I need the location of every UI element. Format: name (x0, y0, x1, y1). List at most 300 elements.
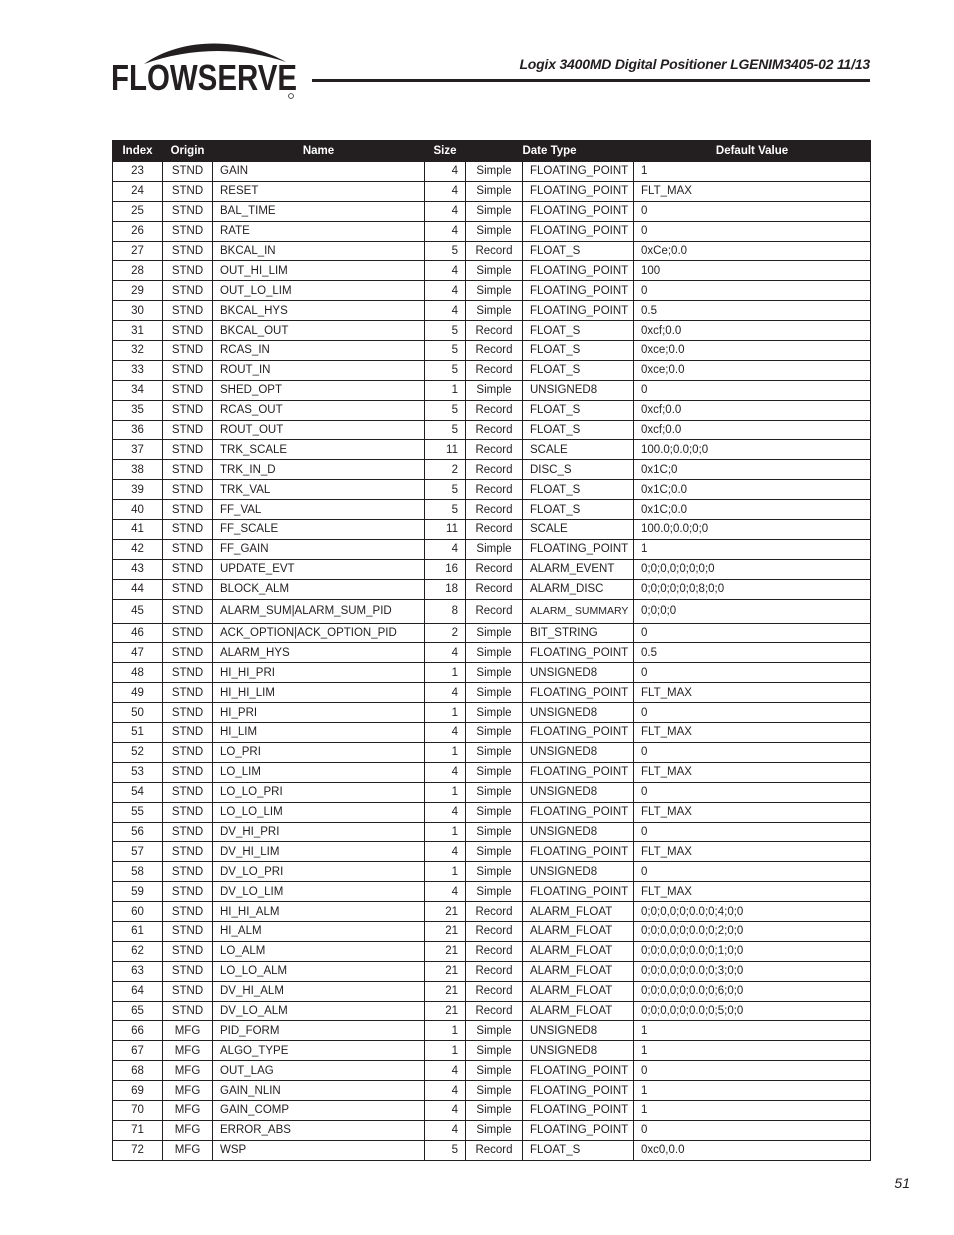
cell-origin: STND (163, 882, 213, 902)
cell-name: ALARM_SUM|ALARM_SUM_PID (213, 599, 425, 623)
cell-name: LO_LO_PRI (213, 782, 425, 802)
cell-index: 34 (113, 380, 163, 400)
cell-size: 5 (425, 500, 466, 520)
cell-size: 21 (425, 961, 466, 981)
cell-index: 36 (113, 420, 163, 440)
column-header-data-type: Date Type (466, 141, 634, 162)
cell-index: 29 (113, 281, 163, 301)
cell-default-value: FLT_MAX (634, 762, 871, 782)
cell-default-value: 0xce;0.0 (634, 341, 871, 361)
cell-name: OUT_LO_LIM (213, 281, 425, 301)
cell-data-type: UNSIGNED8 (523, 380, 634, 400)
cell-origin: STND (163, 842, 213, 862)
cell-size: 4 (425, 802, 466, 822)
cell-size: 5 (425, 321, 466, 341)
cell-origin: MFG (163, 1061, 213, 1081)
table-row (113, 1100, 871, 1120)
cell-default-value: 0;0;0,0;0;0.0;0;1;0;0 (634, 941, 871, 961)
cell-size: 21 (425, 941, 466, 961)
cell-origin: MFG (163, 1021, 213, 1041)
cell-data-type: FLOATING_POINT (523, 1120, 634, 1140)
cell-name: HI_ALM (213, 921, 425, 941)
cell-index: 67 (113, 1041, 163, 1061)
cell-storage-kind: Simple (466, 301, 523, 321)
cell-origin: STND (163, 643, 213, 663)
cell-origin: STND (163, 261, 213, 281)
cell-index: 44 (113, 579, 163, 599)
cell-data-type: DISC_S (523, 460, 634, 480)
cell-name: HI_HI_LIM (213, 683, 425, 703)
cell-origin: STND (163, 902, 213, 922)
document-title: Logix 3400MD Digital Positioner LGENIM3405-02 11/13 (519, 56, 870, 72)
cell-index: 57 (113, 842, 163, 862)
cell-origin: STND (163, 683, 213, 703)
cell-index: 35 (113, 400, 163, 420)
cell-storage-kind: Simple (466, 1120, 523, 1140)
cell-size: 1 (425, 703, 466, 723)
cell-origin: STND (163, 703, 213, 723)
cell-origin: STND (163, 221, 213, 241)
cell-index: 45 (113, 599, 163, 623)
flowserve-logo-graphic (110, 40, 302, 110)
cell-origin: STND (163, 742, 213, 762)
cell-index: 24 (113, 181, 163, 201)
cell-size: 4 (425, 1120, 466, 1140)
table-row (113, 440, 871, 460)
cell-index: 58 (113, 862, 163, 882)
cell-storage-kind: Simple (466, 1100, 523, 1120)
cell-index: 31 (113, 321, 163, 341)
cell-index: 43 (113, 559, 163, 579)
cell-default-value: 0 (634, 623, 871, 643)
cell-data-type: ALARM_ SUMMARY (523, 599, 634, 623)
cell-storage-kind: Record (466, 921, 523, 941)
cell-name: RCAS_IN (213, 341, 425, 361)
cell-storage-kind: Record (466, 400, 523, 420)
cell-origin: STND (163, 623, 213, 643)
column-header-origin: Origin (163, 141, 213, 162)
cell-index: 65 (113, 1001, 163, 1021)
cell-index: 39 (113, 480, 163, 500)
cell-default-value: 0xCe;0.0 (634, 241, 871, 261)
cell-origin: STND (163, 420, 213, 440)
cell-name: RATE (213, 221, 425, 241)
cell-origin: STND (163, 181, 213, 201)
table-row (113, 723, 871, 743)
cell-default-value: 0;0;0;0 (634, 599, 871, 623)
table-row (113, 842, 871, 862)
cell-size: 21 (425, 981, 466, 1001)
cell-data-type: FLOATING_POINT (523, 1061, 634, 1081)
cell-index: 68 (113, 1061, 163, 1081)
table-row (113, 400, 871, 420)
table-row (113, 882, 871, 902)
cell-data-type: UNSIGNED8 (523, 1041, 634, 1061)
cell-name: ACK_OPTION|ACK_OPTION_PID (213, 623, 425, 643)
cell-name: HI_HI_PRI (213, 663, 425, 683)
cell-size: 16 (425, 559, 466, 579)
cell-data-type: ALARM_FLOAT (523, 1001, 634, 1021)
cell-index: 71 (113, 1120, 163, 1140)
cell-default-value: FLT_MAX (634, 683, 871, 703)
table-row (113, 360, 871, 380)
cell-index: 53 (113, 762, 163, 782)
cell-storage-kind: Simple (466, 380, 523, 400)
cell-data-type: ALARM_FLOAT (523, 902, 634, 922)
cell-size: 4 (425, 1061, 466, 1081)
cell-origin: STND (163, 941, 213, 961)
cell-index: 37 (113, 440, 163, 460)
cell-storage-kind: Simple (466, 683, 523, 703)
cell-index: 55 (113, 802, 163, 822)
cell-storage-kind: Simple (466, 882, 523, 902)
cell-name: BLOCK_ALM (213, 579, 425, 599)
cell-data-type: ALARM_FLOAT (523, 941, 634, 961)
cell-data-type: FLOAT_S (523, 341, 634, 361)
header-rule (312, 79, 870, 82)
cell-origin: MFG (163, 1081, 213, 1101)
cell-data-type: FLOAT_S (523, 420, 634, 440)
table-row (113, 480, 871, 500)
cell-storage-kind: Record (466, 981, 523, 1001)
cell-default-value: 0x1C;0 (634, 460, 871, 480)
cell-name: ROUT_OUT (213, 420, 425, 440)
table-row (113, 802, 871, 822)
cell-name: LO_ALM (213, 941, 425, 961)
table-row (113, 221, 871, 241)
cell-data-type: FLOATING_POINT (523, 221, 634, 241)
cell-origin: STND (163, 400, 213, 420)
cell-storage-kind: Record (466, 360, 523, 380)
cell-name: LO_LO_LIM (213, 802, 425, 822)
cell-name: ALGO_TYPE (213, 1041, 425, 1061)
table-row (113, 1061, 871, 1081)
cell-storage-kind: Simple (466, 221, 523, 241)
cell-storage-kind: Record (466, 902, 523, 922)
cell-index: 40 (113, 500, 163, 520)
cell-name: GAIN (213, 162, 425, 182)
cell-origin: STND (163, 440, 213, 460)
cell-storage-kind: Record (466, 1140, 523, 1160)
cell-size: 5 (425, 420, 466, 440)
cell-size: 4 (425, 261, 466, 281)
cell-name: RCAS_OUT (213, 400, 425, 420)
cell-size: 2 (425, 460, 466, 480)
cell-origin: STND (163, 559, 213, 579)
cell-origin: MFG (163, 1120, 213, 1140)
table-row (113, 241, 871, 261)
cell-storage-kind: Record (466, 941, 523, 961)
table-row (113, 341, 871, 361)
cell-index: 32 (113, 341, 163, 361)
cell-default-value: 0 (634, 1061, 871, 1081)
cell-origin: STND (163, 520, 213, 540)
table-row (113, 321, 871, 341)
cell-origin: STND (163, 782, 213, 802)
cell-default-value: 0;0;0,0;0;0.0;0;2;0;0 (634, 921, 871, 941)
cell-origin: STND (163, 579, 213, 599)
table-row (113, 623, 871, 643)
cell-name: ALARM_HYS (213, 643, 425, 663)
cell-index: 41 (113, 520, 163, 540)
cell-default-value: 0 (634, 742, 871, 762)
cell-index: 51 (113, 723, 163, 743)
cell-default-value: 100.0;0.0;0;0 (634, 440, 871, 460)
cell-name: LO_LO_ALM (213, 961, 425, 981)
cell-size: 4 (425, 162, 466, 182)
cell-default-value: 0xcf;0.0 (634, 420, 871, 440)
cell-name: DV_LO_LIM (213, 882, 425, 902)
cell-data-type: UNSIGNED8 (523, 782, 634, 802)
cell-data-type: FLOATING_POINT (523, 723, 634, 743)
cell-name: FF_VAL (213, 500, 425, 520)
cell-data-type: FLOAT_S (523, 500, 634, 520)
cell-name: TRK_SCALE (213, 440, 425, 460)
cell-storage-kind: Simple (466, 539, 523, 559)
cell-data-type: ALARM_FLOAT (523, 961, 634, 981)
cell-index: 52 (113, 742, 163, 762)
cell-data-type: FLOAT_S (523, 1140, 634, 1160)
table-row (113, 181, 871, 201)
cell-storage-kind: Simple (466, 201, 523, 221)
cell-data-type: FLOATING_POINT (523, 301, 634, 321)
cell-data-type: BIT_STRING (523, 623, 634, 643)
cell-size: 4 (425, 683, 466, 703)
cell-size: 1 (425, 862, 466, 882)
table-row (113, 380, 871, 400)
cell-index: 69 (113, 1081, 163, 1101)
cell-storage-kind: Simple (466, 742, 523, 762)
cell-data-type: ALARM_DISC (523, 579, 634, 599)
cell-name: ERROR_ABS (213, 1120, 425, 1140)
table-row (113, 981, 871, 1001)
cell-default-value: 0 (634, 380, 871, 400)
cell-size: 5 (425, 400, 466, 420)
cell-size: 21 (425, 921, 466, 941)
cell-data-type: FLOATING_POINT (523, 281, 634, 301)
cell-storage-kind: Simple (466, 703, 523, 723)
cell-name: TRK_VAL (213, 480, 425, 500)
cell-name: HI_LIM (213, 723, 425, 743)
cell-storage-kind: Simple (466, 623, 523, 643)
table-row (113, 643, 871, 663)
cell-size: 4 (425, 762, 466, 782)
cell-storage-kind: Simple (466, 261, 523, 281)
cell-origin: STND (163, 921, 213, 941)
cell-origin: STND (163, 862, 213, 882)
cell-size: 2 (425, 623, 466, 643)
table-row (113, 539, 871, 559)
cell-origin: MFG (163, 1041, 213, 1061)
table-row (113, 281, 871, 301)
table-row (113, 1021, 871, 1041)
cell-default-value: 0 (634, 703, 871, 723)
cell-data-type: ALARM_FLOAT (523, 981, 634, 1001)
table-row (113, 1120, 871, 1140)
cell-origin: STND (163, 802, 213, 822)
table-row (113, 921, 871, 941)
cell-data-type: UNSIGNED8 (523, 862, 634, 882)
cell-storage-kind: Record (466, 961, 523, 981)
cell-size: 1 (425, 822, 466, 842)
cell-name: OUT_LAG (213, 1061, 425, 1081)
cell-index: 48 (113, 663, 163, 683)
cell-name: HI_HI_ALM (213, 902, 425, 922)
cell-storage-kind: Record (466, 241, 523, 261)
cell-size: 4 (425, 882, 466, 902)
table-row (113, 663, 871, 683)
cell-origin: STND (163, 241, 213, 261)
cell-size: 4 (425, 1100, 466, 1120)
cell-storage-kind: Simple (466, 162, 523, 182)
table-row (113, 201, 871, 221)
cell-name: BKCAL_HYS (213, 301, 425, 321)
cell-default-value: 0 (634, 782, 871, 802)
cell-name: DV_HI_ALM (213, 981, 425, 1001)
cell-index: 54 (113, 782, 163, 802)
cell-size: 4 (425, 301, 466, 321)
parameter-table (112, 140, 871, 1161)
cell-size: 21 (425, 1001, 466, 1021)
cell-storage-kind: Record (466, 341, 523, 361)
cell-default-value: 0x1C;0.0 (634, 480, 871, 500)
cell-origin: STND (163, 1001, 213, 1021)
cell-origin: STND (163, 762, 213, 782)
cell-origin: STND (163, 460, 213, 480)
cell-origin: STND (163, 301, 213, 321)
cell-size: 1 (425, 380, 466, 400)
cell-size: 4 (425, 842, 466, 862)
cell-default-value: 1 (634, 1081, 871, 1101)
cell-size: 4 (425, 281, 466, 301)
cell-storage-kind: Record (466, 500, 523, 520)
cell-storage-kind: Simple (466, 802, 523, 822)
cell-default-value: 0xcf;0.0 (634, 400, 871, 420)
cell-index: 38 (113, 460, 163, 480)
cell-default-value: 0;0;0,0;0;0.0;0;3;0;0 (634, 961, 871, 981)
cell-default-value: 0.5 (634, 643, 871, 663)
cell-index: 59 (113, 882, 163, 902)
cell-default-value: FLT_MAX (634, 842, 871, 862)
cell-default-value: 1 (634, 162, 871, 182)
cell-index: 60 (113, 902, 163, 922)
cell-origin: STND (163, 599, 213, 623)
cell-index: 42 (113, 539, 163, 559)
table-row (113, 742, 871, 762)
table-row (113, 1081, 871, 1101)
cell-data-type: UNSIGNED8 (523, 822, 634, 842)
cell-storage-kind: Simple (466, 1061, 523, 1081)
cell-index: 26 (113, 221, 163, 241)
cell-default-value: 0 (634, 221, 871, 241)
cell-data-type: FLOATING_POINT (523, 802, 634, 822)
cell-default-value: 100 (634, 261, 871, 281)
cell-data-type: UNSIGNED8 (523, 742, 634, 762)
table-row (113, 559, 871, 579)
cell-default-value: 0 (634, 201, 871, 221)
cell-size: 21 (425, 902, 466, 922)
cell-storage-kind: Simple (466, 181, 523, 201)
table-row (113, 782, 871, 802)
table-row (113, 762, 871, 782)
cell-data-type: SCALE (523, 440, 634, 460)
cell-default-value: 0 (634, 281, 871, 301)
cell-default-value: 0 (634, 663, 871, 683)
cell-storage-kind: Record (466, 1001, 523, 1021)
cell-index: 47 (113, 643, 163, 663)
table-row (113, 902, 871, 922)
cell-data-type: FLOAT_S (523, 321, 634, 341)
column-header-name: Name (213, 141, 425, 162)
table-row (113, 961, 871, 981)
cell-index: 49 (113, 683, 163, 703)
cell-size: 5 (425, 1140, 466, 1160)
cell-size: 11 (425, 440, 466, 460)
cell-size: 1 (425, 742, 466, 762)
svg-text:FLOWSERVE: FLOWSERVE (111, 57, 297, 98)
table-row (113, 822, 871, 842)
cell-size: 1 (425, 782, 466, 802)
cell-name: DV_LO_ALM (213, 1001, 425, 1021)
cell-origin: STND (163, 281, 213, 301)
cell-storage-kind: Simple (466, 281, 523, 301)
cell-storage-kind: Record (466, 480, 523, 500)
cell-origin: STND (163, 480, 213, 500)
table-row (113, 1001, 871, 1021)
cell-storage-kind: Record (466, 559, 523, 579)
cell-size: 18 (425, 579, 466, 599)
table-row (113, 579, 871, 599)
cell-name: RESET (213, 181, 425, 201)
table-row (113, 261, 871, 281)
cell-size: 5 (425, 480, 466, 500)
cell-name: FF_SCALE (213, 520, 425, 540)
cell-origin: STND (163, 539, 213, 559)
cell-data-type: FLOATING_POINT (523, 181, 634, 201)
cell-origin: STND (163, 663, 213, 683)
cell-index: 23 (113, 162, 163, 182)
cell-default-value: FLT_MAX (634, 802, 871, 822)
cell-storage-kind: Simple (466, 842, 523, 862)
cell-index: 25 (113, 201, 163, 221)
cell-name: WSP (213, 1140, 425, 1160)
cell-origin: STND (163, 500, 213, 520)
cell-default-value: 0 (634, 1120, 871, 1140)
column-header-default-value: Default Value (634, 141, 871, 162)
cell-name: GAIN_NLIN (213, 1081, 425, 1101)
cell-data-type: FLOAT_S (523, 241, 634, 261)
cell-name: BKCAL_OUT (213, 321, 425, 341)
cell-size: 4 (425, 723, 466, 743)
cell-index: 63 (113, 961, 163, 981)
cell-origin: STND (163, 961, 213, 981)
cell-storage-kind: Simple (466, 782, 523, 802)
cell-storage-kind: Record (466, 440, 523, 460)
table-row (113, 1041, 871, 1061)
cell-name: OUT_HI_LIM (213, 261, 425, 281)
cell-default-value: 0;0;0,0;0;0.0;0;6;0;0 (634, 981, 871, 1001)
cell-storage-kind: Simple (466, 762, 523, 782)
cell-name: HI_PRI (213, 703, 425, 723)
cell-storage-kind: Record (466, 520, 523, 540)
cell-name: DV_HI_LIM (213, 842, 425, 862)
cell-data-type: FLOATING_POINT (523, 539, 634, 559)
cell-size: 4 (425, 539, 466, 559)
cell-data-type: FLOAT_S (523, 400, 634, 420)
cell-data-type: SCALE (523, 520, 634, 540)
cell-origin: MFG (163, 1100, 213, 1120)
cell-origin: MFG (163, 1140, 213, 1160)
